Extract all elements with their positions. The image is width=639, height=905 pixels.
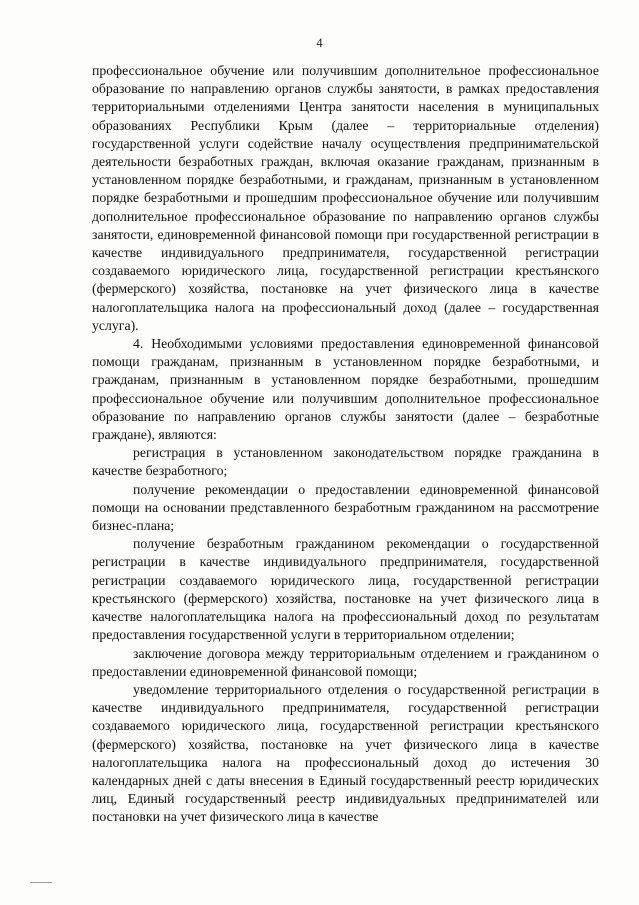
paragraph-continuation: профессиональное обучение или получившим дополнительное профессиональное образование по направлению органов службы занятости, в рамках предоставления территориальными отделениями Центра занятости населения в муниципальных образованиях Республики Крым (далее – территориальные отделения) государственной услуги содействие началу осуществления предпринимательской деятельности безработных граждан, включая оказание гражданам, признанным в установленном порядке безработными, и гражданам, признанным в установленном порядке безработными и прошедшим профессиональное обучение или получившим дополнительное профессиональное образование по направлению органов службы занятости, единовременной финансовой помощи при государственной регистрации в качестве индивидуального предпринимателя, государственной регистрации создаваемого юридического лица, государственной регистрации крестьянского (фермерского) хозяйства, постановке на учет физического лица в качестве налогоплательщика налога на профессиональный доход (далее – государственная услуга). (92, 63, 599, 333)
condition-state-registration: получение безработным гражданином рекомендации о государственной регистрации в качестве индивидуального предпринимателя, государственной регистрации создаваемого юридического лица, государственной регистрации крестьянского (фермерского) хозяйства, постановке на учет физического лица в качестве налогоплательщика налога на профессиональный доход по результатам предоставления государственной услуги в территориальном отделении; (92, 536, 599, 643)
condition-recommendation: получение рекомендации о предоставлении единовременной финансовой помощи на основании представленного безработным гражданином на рассмотрение бизнес-плана; (92, 481, 599, 534)
condition-notification: уведомление территориального отделения о государственной регистрации в качестве индивидуального предпринимателя, государственной регистрации создаваемого юридического лица, государственной регистрации крестьянского (фермерского) хозяйства, постановке на учет физического лица в качестве налогоплательщика налога на профессиональный доход до истечения 30 календарных дней с даты внесения в Единый государственный реестр юридических лиц, Единый государственный реестр индивидуальных предпринимателей или постановки на учет физического лица в качестве (92, 681, 599, 825)
scan-artifact-line (30, 882, 52, 883)
page-number: 4 (316, 36, 323, 50)
condition-registration: регистрация в установленном законодательством порядке гражданина в качестве безработного; (92, 445, 599, 479)
document-body (92, 62, 599, 827)
paragraph-item-4: 4. Необходимыми условиями предоставления единовременной финансовой помощи гражданам, признанным в установленном порядке безработными, и гражданам, признанным в установленном порядке безработными, прошедшим профессиональное обучение или получившим дополнительное профессиональное образование по направлению органов службы занятости (далее – безработные граждане), являются: (92, 336, 599, 443)
condition-contract: заключение договора между территориальным отделением и гражданином о предоставлении единовременной финансовой помощи; (92, 645, 599, 679)
